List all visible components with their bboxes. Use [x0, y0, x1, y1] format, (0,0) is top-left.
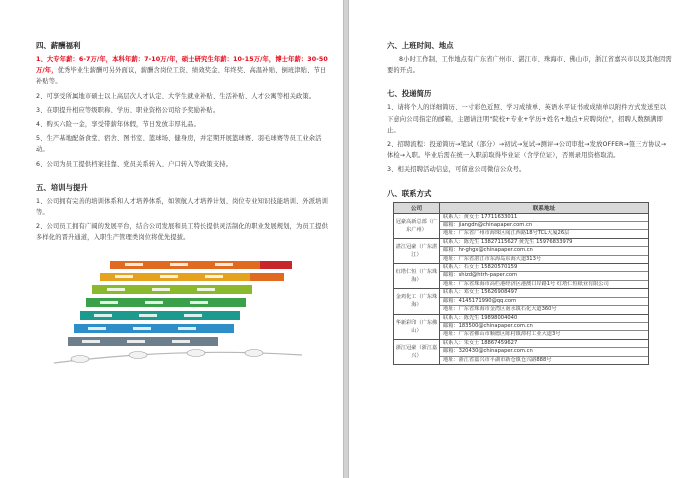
paragraph: 4、购买六险一金，享受带薪年休假，节日发放丰厚礼品。: [36, 121, 201, 129]
address-cell: [440, 238, 649, 263]
section-title: 六、上班时间、地点: [387, 41, 454, 50]
contact-line[interactable]: 邮箱：183500@chinapaper.com.cn: [440, 323, 648, 331]
address-cell: [440, 314, 649, 339]
paragraph: 8小时工作制，工作地点有广东省广州市、湛江市、珠海市、佛山市，浙江省嘉兴市以及其他因需要的开点。: [387, 56, 672, 75]
contact-line: 地址：广东省湛江市东海岛东海大道313号: [443, 255, 542, 262]
paragraph-text: 优秀毕业生薪酬可另外面议，薪酬含岗位工资、绩效奖金、年终奖、高温补贴、倒班津贴、节日补贴等。: [36, 67, 327, 86]
section-title: 四、薪酬福利: [36, 41, 81, 50]
paragraph: 3、相关招聘活动信息，可留意公司微信公众号。: [387, 166, 526, 174]
section-title: 五、培训与提升: [36, 182, 88, 192]
section-training: [36, 182, 329, 373]
address-cell: [440, 289, 649, 314]
career-growth-diagram: [50, 251, 306, 369]
address-cell: [440, 213, 649, 238]
section-title: 七、投递简历: [387, 89, 432, 99]
section-work-time-location: [387, 40, 672, 76]
table-row: [394, 289, 649, 314]
table-row: [394, 213, 649, 238]
contact-line[interactable]: 邮箱：jiangdn@chinapaper.com.cn: [440, 222, 648, 230]
company-cell: 冠豪高新总部（广东广州）: [394, 213, 440, 238]
stair-step: [250, 273, 284, 281]
left-page: [0, 0, 343, 478]
contact-line: 地址：广东省佛山市顺德区陈村镇潭村工业大道3号: [443, 331, 561, 338]
paragraph: 2、公司员工拥有广阔的发展平台，结合公司发展和员工特长提供灵活制化的职业发展规划，为员工提供多样化的晋升通道，入职生产管理类岗位将优先提拔。: [36, 223, 328, 242]
contact-line: 地址：广东省广州市海珠区阅江西路18号TCL大厦26层: [443, 230, 570, 237]
paragraph: [36, 54, 329, 88]
stair-step: [260, 261, 292, 269]
contact-line: 联系人：石女士 15820570159: [440, 264, 648, 272]
paragraph: 3、在职提升相应等级职称、学历、职业资格公司给予奖励补贴。: [36, 106, 220, 114]
contact-line[interactable]: 邮箱：shizd@htrh-paper.com: [440, 272, 648, 280]
contact-line: 联系人：陈先生 13827115627 黄先生 15976833979: [440, 239, 648, 247]
timeline-curve: [54, 352, 302, 363]
header-address: 联系地址: [440, 202, 649, 213]
contact-line: 地址：广东省珠海市高栏港经济区港澳口岸路1号 红塔仁恒纸业有限公司: [443, 280, 609, 287]
contact-table: [393, 202, 649, 365]
table-header-row: [394, 202, 649, 213]
paragraph: 2、招聘流程：投递简历→笔试（部分）→初试→复试→测评→公司审批→发放OFFER→签三方协议→体检→入职。毕业后需在统一入职前取得毕业证（含学位证），否则录用资格取消。: [387, 141, 667, 160]
section-compensation: [36, 40, 329, 170]
paragraph: 1、公司拥有完善的培训体系和人才培养体系，如领航人才培养计划、岗位专业知识技能培训、外派培训等。: [36, 197, 328, 217]
paragraph: 1、请将个人的详细简历、一寸彩色近照、学习成绩单、英语水平证书或成绩单以附件方式发送至以下意向公司指定的邮箱，主题请注明"院校+专业+学历+姓名+地点+应聘岗位"，招聘人数额满即止。: [387, 104, 667, 134]
contact-line[interactable]: 邮箱：4145171990@qq.com: [440, 298, 648, 306]
timeline-nodes: [71, 349, 263, 362]
paragraph: 6、公司为员工提供档案挂靠、党员关系转入、户口转入等政策支持。: [36, 160, 233, 168]
contact-line[interactable]: 邮箱：320430@chinapaper.com.cn: [440, 348, 648, 356]
company-cell: 红塔仁恒（广东珠海）: [394, 264, 440, 289]
table-row: [394, 264, 649, 289]
section-contact: [387, 188, 672, 365]
contact-table-body: [394, 213, 649, 364]
contact-line[interactable]: 邮箱：hr-ghgx@chinapaper.com.cn: [440, 247, 648, 255]
section-resume-submission: [387, 88, 672, 175]
table-row: [394, 339, 649, 364]
contact-line: 联系人：黄女士 17711633011: [440, 214, 648, 222]
company-cell: 华新彩印（广东佛山）: [394, 314, 440, 339]
contact-line: 联系人：邓女士 15626908497: [440, 289, 648, 297]
paragraph: 5、生产基地配备食堂、宿舍、图书室、篮球场、健身房，并定期开展篮球赛、羽毛球赛等员工业余活动。: [36, 135, 322, 154]
salary-highlight: 1、大专年薪：6-7万/年，本科年薪：7-10万/年，硕士研究生年薪：10-15万/年，博士年薪：30-50万/年，: [36, 56, 328, 75]
contact-line: 联系人：陈先生 19898004040: [440, 315, 648, 323]
contact-line: 地址：广东省珠海市金湾区南水镇石化大道360号: [443, 306, 557, 313]
header-company: 公司: [394, 202, 440, 213]
paragraph: 2、可享受所属地市硕士以上高层次人才认定、大学生就业补贴、生活补贴、人才公寓等相关政策。: [36, 92, 316, 100]
section-title: 八、联系方式: [387, 188, 432, 198]
table-row: [394, 314, 649, 339]
address-cell: [440, 264, 649, 289]
right-page: [349, 0, 692, 478]
contact-line: 地址：浙江省嘉兴市平湖市新仓镇仓兴路888号: [443, 356, 552, 363]
contact-line: 联系人：朱女士 18867459627: [440, 340, 648, 348]
table-row: [394, 238, 649, 263]
company-cell: 金鸡化工（广东珠海）: [394, 289, 440, 314]
company-cell: 浙江冠豪（浙江嘉兴）: [394, 339, 440, 364]
address-cell: [440, 339, 649, 364]
company-cell: 湛江冠豪（广东湛江）: [394, 238, 440, 263]
